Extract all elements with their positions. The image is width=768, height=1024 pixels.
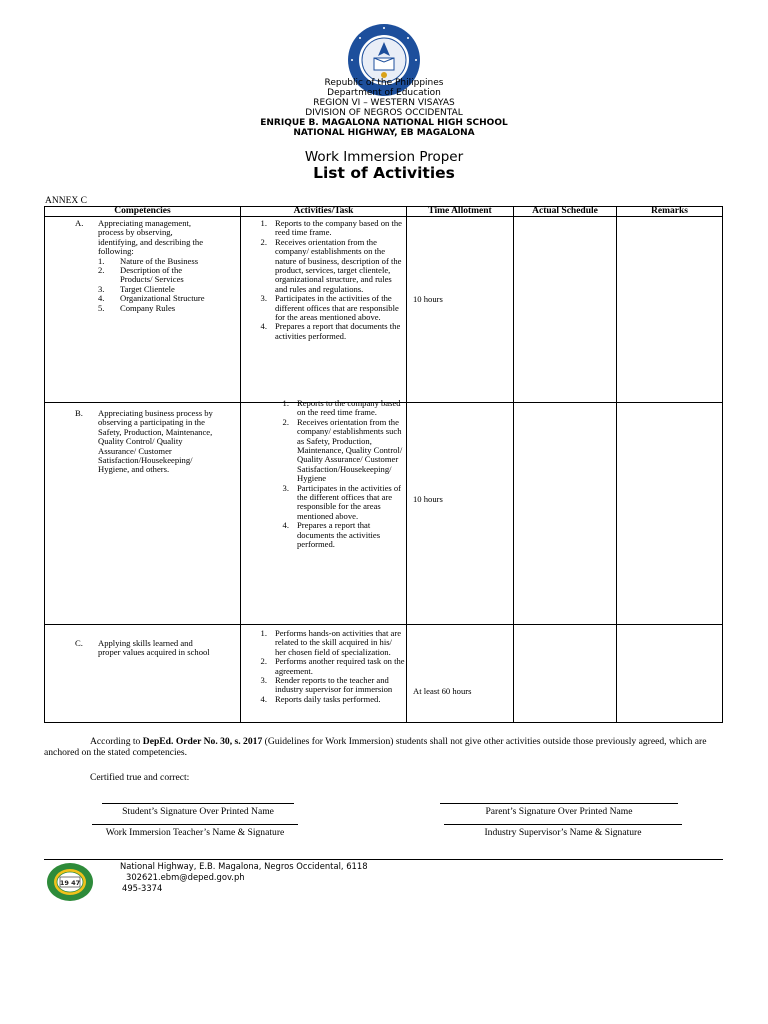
- parent-signature-line: [440, 803, 678, 804]
- footer-contact: [120, 861, 368, 894]
- list-item: 1. Nature of the Business: [98, 255, 199, 266]
- list-item: 4. Prepares a report that documents the activities performed.: [260, 321, 401, 341]
- time-allotment-value: At least 60 hours: [413, 686, 472, 696]
- footer-email: 302621.ebm@deped.gov.ph: [126, 872, 245, 882]
- competency-text: [98, 219, 214, 313]
- letterhead-address: NATIONAL HIGHWAY, EB MAGALONA: [293, 128, 475, 138]
- time-allotment-cell: [407, 217, 514, 403]
- letterhead-school-name: ENRIQUE B. MAGALONA NATIONAL HIGH SCHOOL: [260, 118, 508, 128]
- student-signature-line: [102, 803, 294, 804]
- document-title: Work Immersion Proper: [304, 149, 464, 165]
- table-row: [45, 625, 723, 723]
- remarks-cell: [617, 217, 723, 403]
- column-header-competencies: Competencies: [45, 207, 241, 217]
- competency-description: Appreciating business process by observing a participating in the Safety, Production, Maintenance, Quality Control/ Quality Assurance/ Customer Satisfaction/Housekeeping/ Hygiene, and others.: [98, 408, 213, 475]
- competency-cell: [45, 217, 241, 403]
- competency-cell: [45, 625, 241, 723]
- list-item: 4. Prepares a report that documents the activities performed.: [282, 520, 381, 550]
- activities-cell: [241, 217, 407, 403]
- policy-paragraph: According to DepEd. Order No. 30, s. 2017 (Guidelines for Work Immersion) students shall not give other activities outside those previously agreed, which are anchored on the stated competencies.: [44, 736, 707, 758]
- competency-letter: A.: [75, 218, 84, 228]
- activity-list: [241, 219, 405, 341]
- supervisor-signature-label: Industry Supervisor’s Name & Signature: [484, 827, 642, 838]
- column-header-time-allotment: Time Allotment: [407, 207, 514, 217]
- list-item: 2. Receives orientation from the company/ establishments on the nature of business, description of the product, services, target clientele, organizational structure, and rules and rules and regulations.: [260, 236, 402, 294]
- list-item: 2. Description of the Products/ Services: [98, 265, 184, 285]
- time-allotment-value: 10 hours: [413, 494, 443, 504]
- list-item: 3. Participates in the activities of the different offices that are responsible for the areas mentioned above.: [260, 293, 399, 323]
- list-item: 1. Reports to the company based on the reed time frame.: [282, 398, 401, 418]
- time-allotment-cell: [407, 625, 514, 723]
- letterhead-line: Republic of the Philippines: [324, 78, 444, 88]
- certified-label: Certified true and correct:: [90, 772, 190, 783]
- list-item: 5. Company Rules: [98, 302, 176, 313]
- list-item: 1. Performs hands-on activities that are related to the skill acquired in his/ her chosen field of specialization.: [260, 628, 402, 657]
- footer-divider: [44, 859, 723, 860]
- actual-schedule-cell: [514, 403, 617, 625]
- list-item: 4. Reports daily tasks performed.: [260, 693, 381, 704]
- time-allotment-cell: [407, 403, 514, 625]
- competency-letter: C.: [75, 638, 83, 648]
- column-header-actual-schedule: Actual Schedule: [514, 207, 617, 217]
- list-item: 1. Reports to the company based on the reed time frame.: [260, 218, 402, 238]
- list-item: 2. Receives orientation from the company/ establishments such as Safety, Production, Maintenance, Quality Control/ Quality Assurance/ Customer Satisfaction/Housekeeping/ Hygiene: [282, 416, 403, 484]
- column-header-activities: Activities/Task: [241, 207, 407, 217]
- activities-cell: [241, 398, 407, 625]
- school-logo-year: 19 47: [59, 879, 81, 887]
- list-item: 4. Organizational Structure: [98, 293, 205, 304]
- list-item: 3. Render reports to the teacher and industry supervisor for immersion: [260, 675, 393, 695]
- table-header-row: [45, 207, 723, 217]
- supervisor-signature-line: [444, 824, 682, 825]
- footer-address: National Highway, E.B. Magalona, Negros Occidental, 6118: [120, 861, 368, 871]
- remarks-cell: [617, 625, 723, 723]
- letterhead-line: Department of Education: [327, 88, 441, 98]
- activities-cell: [241, 625, 407, 723]
- letterhead: [0, 78, 768, 138]
- school-seal-logo: [46, 862, 94, 902]
- letterhead-line: REGION VI – WESTERN VISAYAS: [313, 98, 455, 108]
- time-allotment-value: 10 hours: [413, 294, 443, 304]
- column-header-remarks: Remarks: [617, 207, 723, 217]
- competency-text: [98, 639, 214, 658]
- remarks-cell: [617, 403, 723, 625]
- deped-order-reference: DepEd. Order No. 30, s. 2017: [142, 736, 263, 747]
- document-subtitle: List of Activities: [313, 164, 455, 182]
- annex-label: ANNEX C: [45, 196, 87, 206]
- list-item: 2. Performs another required task on the agreement.: [260, 656, 405, 676]
- letterhead-line: DIVISION OF NEGROS OCCIDENTAL: [305, 108, 463, 118]
- table-row: [45, 403, 723, 625]
- footer-phone: 495-3374: [122, 883, 163, 893]
- competency-text: [98, 409, 214, 475]
- table-row: [45, 217, 723, 403]
- parent-signature-label: Parent’s Signature Over Printed Name: [485, 806, 633, 817]
- actual-schedule-cell: [514, 625, 617, 723]
- list-item: 3. Participates in the activities of the different offices that are responsible for the areas mentioned above.: [282, 482, 402, 521]
- teacher-signature-label: Work Immersion Teacher’s Name & Signature: [105, 827, 285, 838]
- actual-schedule-cell: [514, 217, 617, 403]
- competency-description: Applying skills learned and proper values acquired in school: [98, 638, 210, 658]
- competency-description: Appreciating management, process by observing, identifying, and describing the following:: [98, 218, 204, 257]
- list-item: 3. Target Clientele: [98, 283, 175, 294]
- teacher-signature-line: [92, 824, 298, 825]
- competency-cell: [45, 403, 241, 625]
- activities-table: [44, 206, 723, 723]
- student-signature-label: Student’s Signature Over Printed Name: [122, 806, 274, 817]
- activity-list: [241, 629, 405, 704]
- activity-list: [263, 399, 403, 550]
- competency-letter: B.: [75, 408, 83, 418]
